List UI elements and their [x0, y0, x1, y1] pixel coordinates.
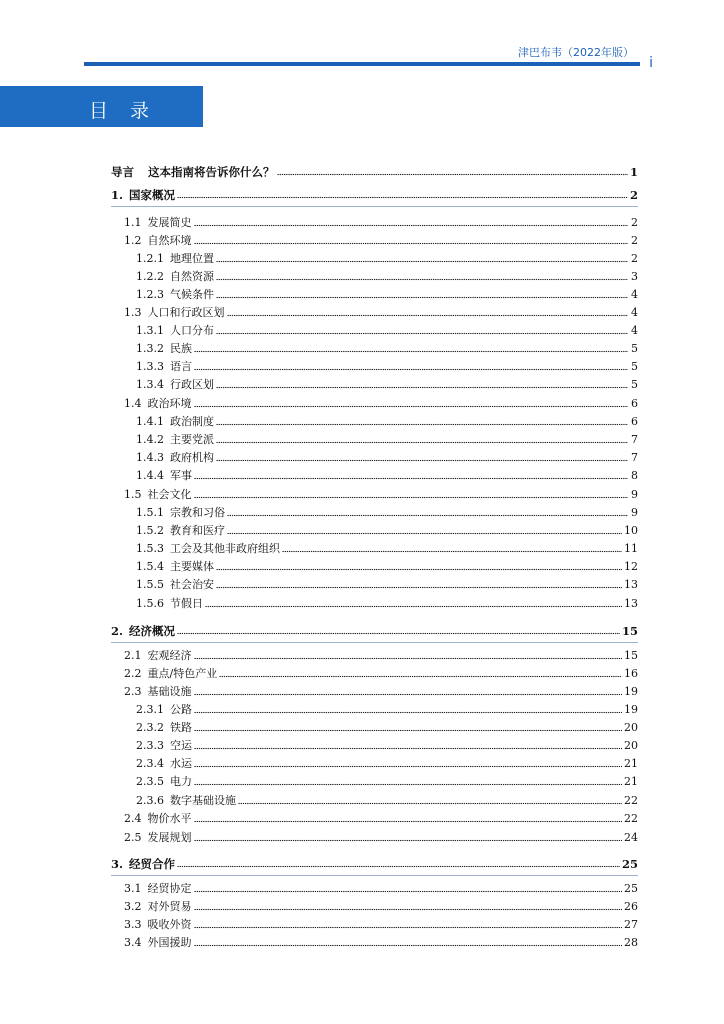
toc-entry[interactable]	[136, 251, 638, 267]
toc-entry-page: 21	[624, 757, 638, 770]
toc-leader-dots	[194, 783, 622, 786]
toc-entry-text: 气候条件	[170, 288, 214, 301]
toc-entry-label	[124, 899, 192, 915]
toc-leader-dots	[216, 568, 622, 571]
toc-entry-number: 1.3.1	[136, 324, 164, 337]
toc-entry-label	[136, 577, 214, 593]
toc-entry-number: 2.3.4	[136, 757, 164, 770]
toc-entry[interactable]	[136, 269, 638, 285]
toc-entry-text: 自然环境	[147, 234, 192, 247]
toc-entry[interactable]	[136, 505, 638, 521]
toc-leader-dots	[194, 242, 629, 245]
toc-entry-label	[136, 702, 192, 718]
toc-entry-page: 20	[624, 721, 638, 734]
toc-entry-text: 行政区划	[170, 378, 214, 391]
toc-entry-page: 9	[631, 506, 638, 519]
toc-entry-number: 2.3.3	[136, 739, 164, 752]
toc-entry-label	[124, 917, 192, 933]
toc-entry[interactable]	[124, 305, 638, 321]
toc-entry[interactable]	[136, 738, 638, 754]
toc-entry-label	[136, 341, 192, 357]
toc-entry[interactable]	[136, 756, 638, 772]
toc-entry-number: 1.4	[124, 397, 142, 410]
toc-entry-number: 1.3	[124, 306, 142, 319]
toc-leader-dots	[216, 459, 628, 462]
toc-leader-dots	[194, 477, 628, 480]
toc-entry[interactable]	[124, 233, 638, 249]
toc-entry-number: 1.4.1	[136, 415, 164, 428]
toc-leader-dots	[227, 314, 629, 317]
toc-entry-number: 2.3.2	[136, 721, 164, 734]
toc-entry[interactable]	[136, 774, 638, 790]
toc-leader-dots	[194, 350, 628, 353]
toc-leader-dots	[194, 765, 622, 768]
toc-entry-text: 国家概况	[129, 188, 176, 202]
toc-entry-number: 1.	[111, 188, 124, 202]
toc-entry-label	[136, 738, 192, 754]
toc-entry-number: 1.2.2	[136, 270, 164, 283]
toc-entry-label	[124, 396, 192, 412]
toc-entry[interactable]	[136, 377, 638, 393]
toc-leader-dots	[238, 802, 622, 805]
toc-entry-label	[136, 774, 192, 790]
toc-entry-text: 发展简史	[147, 216, 192, 229]
section-divider	[111, 642, 638, 643]
toc-entry-label	[124, 684, 192, 700]
toc-entry-text: 社会文化	[147, 488, 192, 501]
toc-entry-text: 民族	[170, 342, 192, 355]
toc-entry-label	[136, 359, 192, 375]
toc-entry-page: 4	[631, 324, 638, 337]
toc-entry[interactable]	[136, 559, 638, 575]
toc-entry-number: 2.5	[124, 831, 142, 844]
toc-entry-page: 13	[624, 597, 638, 610]
toc-entry-page: 7	[631, 451, 638, 464]
toc-entry-page: 6	[631, 397, 638, 410]
toc-entry-label	[136, 450, 214, 466]
toc-entry-text: 经贸协定	[147, 882, 192, 895]
toc-entry-number: 3.1	[124, 882, 142, 895]
toc-entry-label	[136, 251, 214, 267]
toc-leader-dots	[216, 441, 628, 444]
toc-entry-number: 1.2	[124, 234, 142, 247]
toc-entry-text: 经济概况	[129, 624, 176, 638]
toc-leader-dots	[177, 865, 620, 868]
toc-entry-label	[136, 559, 214, 575]
toc-entry-page: 19	[624, 685, 638, 698]
toc-entry-label	[136, 505, 225, 521]
toc-entry-page: 4	[631, 306, 638, 319]
toc-entry-label	[136, 269, 214, 285]
toc-entry-page: 16	[624, 667, 638, 680]
toc-entry-label	[136, 287, 214, 303]
toc-entry-page: 25	[624, 882, 638, 895]
toc-entry-label	[136, 377, 214, 393]
toc-leader-dots	[194, 747, 622, 750]
toc-entry-page: 1	[629, 165, 638, 179]
toc-entry-text: 重点/特色产业	[147, 667, 218, 680]
toc-entry-page: 4	[631, 288, 638, 301]
toc-entry[interactable]	[124, 648, 638, 664]
toc-entry-page: 8	[631, 469, 638, 482]
toc-entry-page: 10	[624, 524, 638, 537]
toc-entry-page: 20	[624, 739, 638, 752]
toc-entry-number: 2.3	[124, 685, 142, 698]
toc-entry-number: 3.3	[124, 918, 142, 931]
toc-leader-dots	[194, 368, 628, 371]
toc-leader-dots	[194, 405, 629, 408]
toc-entry-text: 宏观经济	[147, 649, 192, 662]
toc-entry-label	[124, 233, 192, 249]
toc-entry[interactable]	[124, 830, 638, 846]
toc-entry[interactable]	[136, 541, 638, 557]
toc-entry[interactable]	[124, 899, 638, 915]
running-header: 津巴布韦（2022年版）	[518, 46, 634, 59]
toc-leader-dots	[227, 514, 628, 517]
toc-entry-label	[111, 164, 275, 180]
toc-entry-text: 主要党派	[170, 433, 214, 446]
toc-entry-number: 1.5.1	[136, 506, 164, 519]
toc-entry-number: 1.5.3	[136, 542, 164, 555]
toc-leader-dots	[194, 729, 622, 732]
toc-entry-page: 19	[624, 703, 638, 716]
toc-entry-number: 1.3.3	[136, 360, 164, 373]
toc-leader-dots	[194, 908, 623, 911]
toc-entry-number: 2.3.5	[136, 775, 164, 788]
toc-entry-text: 数字基础设施	[170, 794, 236, 807]
toc-entry-text: 基础设施	[147, 685, 192, 698]
toc-entry-label	[124, 648, 192, 664]
toc-entry-label	[124, 487, 192, 503]
toc-entry[interactable]	[136, 720, 638, 736]
toc-entry-text: 语言	[170, 360, 192, 373]
toc-entry-page: 11	[624, 542, 638, 555]
toc-leader-dots	[227, 532, 622, 535]
toc-entry-text: 这本指南将告诉你什么？	[148, 165, 275, 179]
toc-entry-text: 节假日	[170, 597, 203, 610]
toc-entry-number: 导言	[111, 165, 134, 179]
toc-entry-page: 21	[624, 775, 638, 788]
toc-leader-dots	[194, 711, 622, 714]
toc-leader-dots	[194, 839, 623, 842]
toc-entry-text: 公路	[170, 703, 192, 716]
page-number: i	[649, 55, 653, 71]
toc-entry-label	[124, 811, 192, 827]
toc-leader-dots	[282, 550, 622, 553]
toc-entry-text: 主要媒体	[170, 560, 214, 573]
toc-entry-label	[136, 432, 214, 448]
toc-entry-page: 22	[624, 794, 638, 807]
toc-leader-dots	[194, 496, 629, 499]
toc-entry-page: 15	[621, 624, 638, 638]
toc-entry-page: 2	[629, 188, 638, 202]
toc-leader-dots	[194, 224, 629, 227]
toc-entry-label	[124, 305, 225, 321]
toc-entry-number: 1.5.5	[136, 578, 164, 591]
toc-entry[interactable]	[136, 596, 638, 612]
section-divider	[111, 875, 638, 876]
toc-entry-page: 28	[624, 936, 638, 949]
toc-entry[interactable]	[124, 935, 638, 951]
toc-entry-number: 1.5.2	[136, 524, 164, 537]
toc-entry-number: 2.3.6	[136, 794, 164, 807]
toc-leader-dots	[194, 890, 623, 893]
toc-entry-number: 1.5.4	[136, 560, 164, 573]
toc-entry-page: 27	[624, 918, 638, 931]
toc-entry-page: 7	[631, 433, 638, 446]
toc-entry-page: 12	[624, 560, 638, 573]
toc-entry-page: 24	[624, 831, 638, 844]
toc-entry-text: 外国援助	[147, 936, 192, 949]
toc-entry-label	[136, 414, 214, 430]
toc-entry-page: 13	[624, 578, 638, 591]
toc-entry-page: 5	[631, 378, 638, 391]
toc-entry-text: 人口分布	[170, 324, 214, 337]
toc-entry-number: 2.	[111, 624, 124, 638]
toc-entry[interactable]	[136, 414, 638, 430]
toc-entry-text: 政治制度	[170, 415, 214, 428]
toc-leader-dots	[216, 423, 628, 426]
toc-entry-page: 6	[631, 415, 638, 428]
toc-entry-number: 1.1	[124, 216, 142, 229]
toc-entry-text: 社会治安	[170, 578, 214, 591]
toc-entry-number: 1.5	[124, 488, 142, 501]
toc-entry[interactable]	[111, 623, 638, 639]
toc-entry-text: 工会及其他非政府组织	[170, 542, 280, 555]
toc-entry-number: 3.4	[124, 936, 142, 949]
toc-entry-number: 1.3.4	[136, 378, 164, 391]
toc-entry-page: 26	[624, 900, 638, 913]
toc-entry-label	[124, 935, 192, 951]
toc-entry[interactable]	[136, 323, 638, 339]
toc-entry[interactable]	[124, 684, 638, 700]
toc-entry[interactable]	[124, 811, 638, 827]
toc-entry-number: 1.4.4	[136, 469, 164, 482]
toc-entry-label	[111, 623, 175, 639]
toc-entry-page: 9	[631, 488, 638, 501]
toc-entry-number: 1.5.6	[136, 597, 164, 610]
toc-entry[interactable]	[124, 487, 638, 503]
toc-entry-label	[136, 323, 214, 339]
toc-entry-text: 政府机构	[170, 451, 214, 464]
toc-entry-text: 经贸合作	[129, 857, 176, 871]
toc-entry[interactable]	[111, 164, 638, 180]
toc-entry-label	[136, 541, 280, 557]
header-rule	[84, 62, 640, 66]
toc-entry-text: 地理位置	[170, 252, 214, 265]
toc-entry-text: 教育和医疗	[170, 524, 225, 537]
toc-leader-dots	[277, 173, 628, 176]
toc-entry-text: 铁路	[170, 721, 192, 734]
toc-leader-dots	[216, 278, 628, 281]
toc-entry-text: 电力	[170, 775, 192, 788]
toc-entry-number: 3.2	[124, 900, 142, 913]
toc-leader-dots	[216, 260, 628, 263]
toc-entry-page: 25	[621, 857, 638, 871]
toc-leader-dots	[194, 820, 623, 823]
toc-entry-label	[136, 720, 192, 736]
toc-leader-dots	[216, 296, 628, 299]
toc-entry-label	[124, 215, 192, 231]
toc-entry[interactable]	[111, 856, 638, 872]
toc-leader-dots	[216, 332, 628, 335]
toc-leader-dots	[194, 657, 623, 660]
toc-entry[interactable]	[136, 702, 638, 718]
toc-entry[interactable]	[136, 793, 638, 809]
toc-leader-dots	[194, 693, 623, 696]
toc-entry-page: 3	[631, 270, 638, 283]
toc-entry-text: 水运	[170, 757, 192, 770]
toc-entry-page: 15	[624, 649, 638, 662]
toc-leader-dots	[194, 944, 623, 947]
toc-entry-label	[136, 793, 236, 809]
toc-entry-page: 2	[631, 252, 638, 265]
toc-leader-dots	[205, 605, 622, 608]
toc-entry[interactable]	[136, 359, 638, 375]
toc-entry-text: 自然资源	[170, 270, 214, 283]
toc-entry-text: 人口和行政区划	[147, 306, 225, 319]
toc-leader-dots	[177, 632, 620, 635]
toc-entry-text: 军事	[170, 469, 192, 482]
toc-entry-page: 5	[631, 342, 638, 355]
toc-entry-number: 1.4.2	[136, 433, 164, 446]
toc-entry-text: 宗教和习俗	[170, 506, 225, 519]
toc-entry[interactable]	[136, 468, 638, 484]
toc-leader-dots	[216, 586, 622, 589]
toc-entry[interactable]	[124, 881, 638, 897]
toc-entry[interactable]	[136, 432, 638, 448]
toc-entry-label	[136, 596, 203, 612]
toc-entry[interactable]	[136, 450, 638, 466]
toc-entry-number: 2.1	[124, 649, 142, 662]
toc-entry[interactable]	[136, 577, 638, 593]
toc-leader-dots	[216, 386, 628, 389]
toc-entry[interactable]	[124, 215, 638, 231]
toc-entry[interactable]	[136, 287, 638, 303]
toc-leader-dots	[194, 926, 623, 929]
toc-entry-label	[111, 856, 175, 872]
toc-entry-label	[124, 881, 192, 897]
toc-entry-text: 吸收外资	[147, 918, 192, 931]
toc-entry-number: 1.2.3	[136, 288, 164, 301]
toc-entry-label	[124, 666, 217, 682]
section-divider	[111, 206, 638, 207]
toc-entry-text: 政治环境	[147, 397, 192, 410]
toc-entry[interactable]	[136, 523, 638, 539]
toc-entry-page: 5	[631, 360, 638, 373]
toc-entry[interactable]	[124, 917, 638, 933]
toc-entry-label	[136, 756, 192, 772]
toc-entry-text: 物价水平	[147, 812, 192, 825]
toc-entry[interactable]	[111, 187, 638, 203]
toc-entry[interactable]	[124, 666, 638, 682]
toc-entry-number: 2.3.1	[136, 703, 164, 716]
toc-entry-number: 1.3.2	[136, 342, 164, 355]
toc-entry-number: 2.2	[124, 667, 142, 680]
toc-entry-text: 空运	[170, 739, 192, 752]
toc-entry-page: 2	[631, 234, 638, 247]
toc-entry-number: 1.4.3	[136, 451, 164, 464]
toc-entry[interactable]	[124, 396, 638, 412]
toc-entry-number: 2.4	[124, 812, 142, 825]
toc-entry-label	[136, 523, 225, 539]
toc-entry-label	[136, 468, 192, 484]
toc-leader-dots	[177, 196, 628, 199]
toc-entry-text: 发展规划	[147, 831, 192, 844]
toc-title: 目 录	[89, 100, 158, 122]
toc-entry-label	[124, 830, 192, 846]
toc-leader-dots	[219, 675, 622, 678]
toc-entry-number: 3.	[111, 857, 124, 871]
toc-entry-page: 22	[624, 812, 638, 825]
toc-entry-page: 2	[631, 216, 638, 229]
toc-entry-label	[111, 187, 175, 203]
toc-entry-number: 1.2.1	[136, 252, 164, 265]
toc-entry-text: 对外贸易	[147, 900, 192, 913]
toc-entry[interactable]	[136, 341, 638, 357]
